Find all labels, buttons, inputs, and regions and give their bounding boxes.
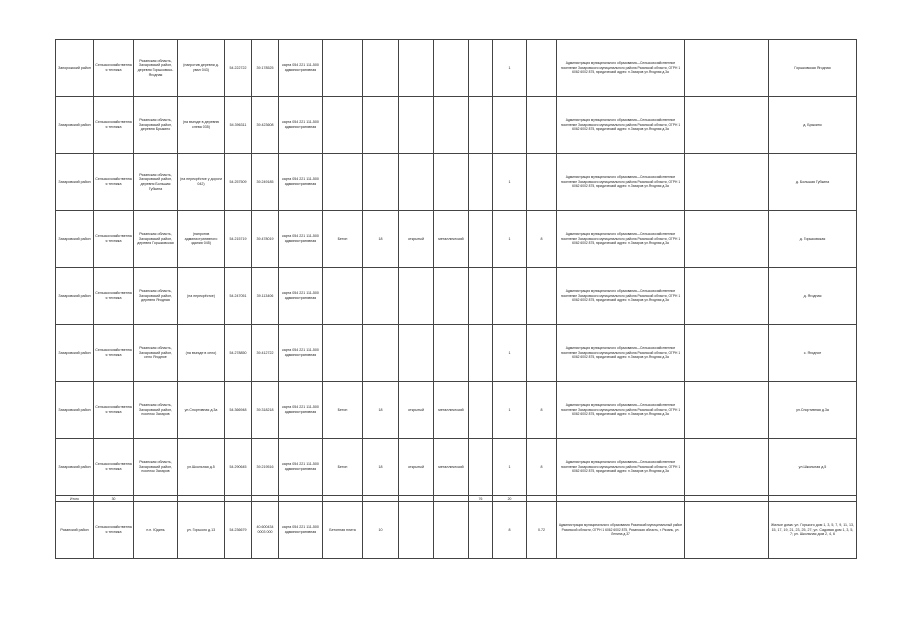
cell-empty: [469, 325, 493, 382]
cell-kind: открытый: [399, 382, 434, 439]
cell-longitude: 39.423608: [252, 97, 279, 154]
cell-count: 1: [493, 154, 527, 211]
cell-location: ул.Спортивная д.3а: [178, 382, 225, 439]
cell-owner: Администрация муниципального образования—Сельскохозяйственное поселение Захаровского муниципального района Рязанской области, ОГРН 1 6062 6002 875, юридический адрес: п.Захаров ул.Ягодная д.3а: [557, 268, 685, 325]
spreadsheet-sheet: [55, 39, 856, 559]
cell-count: 1: [493, 40, 527, 97]
cell-surface: Бетон: [323, 382, 363, 439]
cell-owner: Администрация муниципального образования—Сельскохозяйственное поселение Захаровского муниципального района Рязанской области, ОГРН 1 6062 6002 875, юридический адрес: п.Захаров ул.Ягодная д.3а: [557, 439, 685, 496]
cell-owner: Администрация муниципального образования—Сельскохозяйственное поселение Захаровского муниципального района Рязанской области, ОГРН 1 6062 6002 875, юридический адрес: п.Захаров ул.Ягодная д.3а: [557, 325, 685, 382]
cell-latitude: 54.290645: [225, 439, 252, 496]
table-row: [56, 154, 857, 211]
cell-material: [434, 502, 469, 559]
cell-address: Рязанская область, Захаровский район, деревня Большая Губкина: [134, 154, 178, 211]
cell-latitude: 54.215719: [225, 211, 252, 268]
cell-empty: [685, 211, 769, 268]
cell-area: 18: [363, 211, 399, 268]
cell-count: 1: [493, 382, 527, 439]
cell-address: Рязанская область, Захаровский район, деревня Ягодная: [134, 268, 178, 325]
cell-place: ул.Спортивная д.3а: [769, 382, 857, 439]
cell-count: [493, 268, 527, 325]
cell-location: ул.Школьная д.5: [178, 439, 225, 496]
cell-owner: Администрация муниципального образования—Сельскохозяйственное поселение Захаровского муниципального района Рязанской области, ОГРН 1 6062 6002 875, юридический адрес: п.Захаров ул.Ягодная д.3а: [557, 154, 685, 211]
cell-address: Рязанская область, Захаровский район, деревня Брыкино: [134, 97, 178, 154]
cell-longitude: 40.600434 0003 000: [252, 502, 279, 559]
cell-area: 10: [363, 502, 399, 559]
cell-latitude: 54.222722: [225, 40, 252, 97]
cell-latitude: 54.396311: [225, 97, 252, 154]
cell-type: Сельскохозяйственная техника: [94, 325, 134, 382]
cell-latitude: 54.247051: [225, 268, 252, 325]
table-row: [56, 502, 857, 559]
cell-district: Захаровский район: [56, 325, 94, 382]
cell-type: Сельскохозяйственная техника: [94, 97, 134, 154]
cell-area: [363, 97, 399, 154]
total-sum-1: 76: [469, 496, 493, 502]
cell-surface: [323, 268, 363, 325]
cell-district: Захаровский район: [56, 211, 94, 268]
cell-address: п.п. Юдинь: [134, 502, 178, 559]
cell-material: металлический: [434, 211, 469, 268]
cell-empty: [685, 439, 769, 496]
cell-empty: [469, 40, 493, 97]
cell-longitude: 39.412722: [252, 325, 279, 382]
data-table: [55, 39, 857, 559]
cell-place: ул.Школьная д.5: [769, 439, 857, 496]
cell-count: 1: [493, 439, 527, 496]
cell-empty: [469, 154, 493, 211]
cell-description: карта 054 221 111-500 административная: [279, 382, 323, 439]
cell-location: (напротив деревни д. увал 043): [178, 40, 225, 97]
cell-area: [363, 40, 399, 97]
table-row: [56, 40, 857, 97]
cell-address: Рязанская область, Захаровский район, деревня Горшковская: [134, 211, 178, 268]
cell-location: (на въезде в село): [178, 325, 225, 382]
cell-area: 18: [363, 382, 399, 439]
table-row: [56, 382, 857, 439]
cell-surface: [323, 97, 363, 154]
cell-surface: [323, 154, 363, 211]
cell-owner: Администрация муниципального образования—Сельскохозяйственное поселение Захаровского муниципального района Рязанской области, ОГРН 1 6062 6002 875, юридический адрес: п.Захаров ул.Ягодная д.3а: [557, 40, 685, 97]
cell-surface: Бетон: [323, 439, 363, 496]
cell-longitude: 39.318218: [252, 382, 279, 439]
cell-empty: [469, 502, 493, 559]
total-sum-2: 20: [493, 496, 527, 502]
cell-location: (на перекрёстке): [178, 268, 225, 325]
cell-empty: [469, 268, 493, 325]
cell-count: 1: [493, 211, 527, 268]
cell-type: Сельскохозяйственная техника: [94, 154, 134, 211]
cell-kind: открытый: [399, 211, 434, 268]
table-row: [56, 439, 857, 496]
cell-material: [434, 268, 469, 325]
cell-owner: Администрация муниципального образования—Сельскохозяйственное поселение Захаровского муниципального района Рязанской области, ОГРН 1 6062 6002 875, юридический адрес: п.Захаров ул.Ягодная д.3а: [557, 382, 685, 439]
cell-empty: [469, 382, 493, 439]
cell-latitude: 54.236679: [225, 502, 252, 559]
cell-longitude: 39.113406: [252, 268, 279, 325]
cell-address: Рязанская область, Захаровский район, село Ягодное: [134, 325, 178, 382]
cell-empty: [685, 40, 769, 97]
cell-latitude: 54.278850: [225, 325, 252, 382]
table-row: [56, 211, 857, 268]
cell-empty: [685, 382, 769, 439]
cell-kind: [399, 268, 434, 325]
cell-location: ул. Горького д.13: [178, 502, 225, 559]
cell-type: Сельскохозяйственная техника: [94, 40, 134, 97]
cell-district: Захаровский район: [56, 382, 94, 439]
table-row: [56, 97, 857, 154]
cell-place: с. Ягодное: [769, 325, 857, 382]
cell-latitude: 54.366948: [225, 382, 252, 439]
cell-empty: [469, 97, 493, 154]
cell-kind: [399, 502, 434, 559]
cell-description: карта 054 221 111-500 административная: [279, 97, 323, 154]
cell-distance: [527, 268, 557, 325]
cell-empty: [685, 502, 769, 559]
cell-distance: [527, 154, 557, 211]
cell-area: [363, 154, 399, 211]
cell-kind: [399, 40, 434, 97]
cell-latitude: 54.257509: [225, 154, 252, 211]
cell-empty: [685, 97, 769, 154]
cell-description: карта 054 221 111-500 административная: [279, 502, 323, 559]
cell-surface: Бетон: [323, 211, 363, 268]
cell-description: карта 054 221 111-500 административная: [279, 154, 323, 211]
cell-material: [434, 325, 469, 382]
cell-empty: [685, 325, 769, 382]
cell-kind: [399, 154, 434, 211]
total-label: Итого: [56, 496, 94, 502]
cell-place: д. Горшковская: [769, 211, 857, 268]
cell-area: [363, 325, 399, 382]
cell-surface: [323, 325, 363, 382]
cell-distance: [527, 97, 557, 154]
cell-type: Сельскохозяйственная техника: [94, 211, 134, 268]
cell-description: карта 054 221 111-500 административная: [279, 40, 323, 97]
cell-location: (напротив административного здания 045): [178, 211, 225, 268]
cell-owner: Администрация муниципального образования—Сельскохозяйственное поселение Захаровского муниципального района Рязанской области, ОГРН 1 6062 6002 875, юридический адрес: п.Захаров ул.Ягодная д.3а: [557, 97, 685, 154]
cell-longitude: 39.178525: [252, 40, 279, 97]
total-count: 30: [94, 496, 134, 502]
cell-place: Горшковская Ягодная: [769, 40, 857, 97]
cell-type: Сельскохозяйственная техника: [94, 382, 134, 439]
cell-owner: Администрация муниципального образования Рязанский муниципальный район Рязанской области, ОГРН 1 6062 6002 875, Рязанская область, г. Рязань, ул. Ленина д.37: [557, 502, 685, 559]
cell-owner: Администрация муниципального образования—Сельскохозяйственное поселение Захаровского муниципального района Рязанской области, ОГРН 1 6062 6002 875, юридический адрес: п.Захаров ул.Ягодная д.3а: [557, 211, 685, 268]
cell-distance: [527, 325, 557, 382]
cell-surface: Бетонная плита: [323, 502, 363, 559]
cell-longitude: 39.478019: [252, 211, 279, 268]
cell-empty: [685, 154, 769, 211]
cell-description: карта 054 221 111-500 административная: [279, 325, 323, 382]
table-row: [56, 325, 857, 382]
cell-surface: [323, 40, 363, 97]
cell-place: д. Брыкино: [769, 97, 857, 154]
cell-description: карта 054 221 111-500 административная: [279, 439, 323, 496]
cell-address: Рязанская область, Захаровский район, поселок Захаров: [134, 439, 178, 496]
cell-distance: 0.72: [527, 502, 557, 559]
cell-material: металлический: [434, 439, 469, 496]
cell-district: Захаровский район: [56, 154, 94, 211]
cell-kind: открытый: [399, 439, 434, 496]
cell-type: Сельскохозяйственная техника: [94, 268, 134, 325]
cell-location: (на въезде в деревню слева 035): [178, 97, 225, 154]
cell-empty: [685, 268, 769, 325]
cell-longitude: 39.249185: [252, 154, 279, 211]
cell-distance: 8: [527, 439, 557, 496]
cell-place: Жилые дома: ул. Горького дом 1, 3, 5, 7, 9, 11, 13, 15, 17, 19, 21, 23, 25, 27; ул. Садовая дом 1, 3, 5, 7; ул. Школьная дом 2, 4, 6: [769, 502, 857, 559]
cell-count: 1: [493, 325, 527, 382]
cell-area: [363, 268, 399, 325]
cell-place: д. Большая Губкина: [769, 154, 857, 211]
cell-description: карта 054 221 111-500 административная: [279, 211, 323, 268]
cell-material: [434, 154, 469, 211]
cell-longitude: 39.219516: [252, 439, 279, 496]
cell-empty: [469, 211, 493, 268]
cell-distance: 8: [527, 382, 557, 439]
cell-area: 18: [363, 439, 399, 496]
cell-kind: [399, 325, 434, 382]
cell-location: (на перекрёстке у дороги 042): [178, 154, 225, 211]
cell-district: Захаровский район: [56, 97, 94, 154]
cell-distance: 8: [527, 211, 557, 268]
cell-distance: [527, 40, 557, 97]
cell-count: 8: [493, 502, 527, 559]
table-row: [56, 268, 857, 325]
cell-count: [493, 97, 527, 154]
cell-empty: [469, 439, 493, 496]
cell-description: карта 054 221 111-500 административная: [279, 268, 323, 325]
cell-district: Запорожский район: [56, 40, 94, 97]
cell-material: металлический: [434, 382, 469, 439]
cell-kind: [399, 97, 434, 154]
cell-district: Захаровский район: [56, 439, 94, 496]
cell-type: Сельскохозяйственная техника: [94, 502, 134, 559]
cell-type: Сельскохозяйственная техника: [94, 439, 134, 496]
cell-district: Захаровский район: [56, 268, 94, 325]
cell-address: Рязанская область, Захаровский район, деревня Горшковско-Ягодная: [134, 40, 178, 97]
cell-place: д. Ягодная: [769, 268, 857, 325]
cell-material: [434, 97, 469, 154]
cell-material: [434, 40, 469, 97]
cell-district: Рязанский район: [56, 502, 94, 559]
cell-address: Рязанская область, Захаровский район, поселок Захаров: [134, 382, 178, 439]
